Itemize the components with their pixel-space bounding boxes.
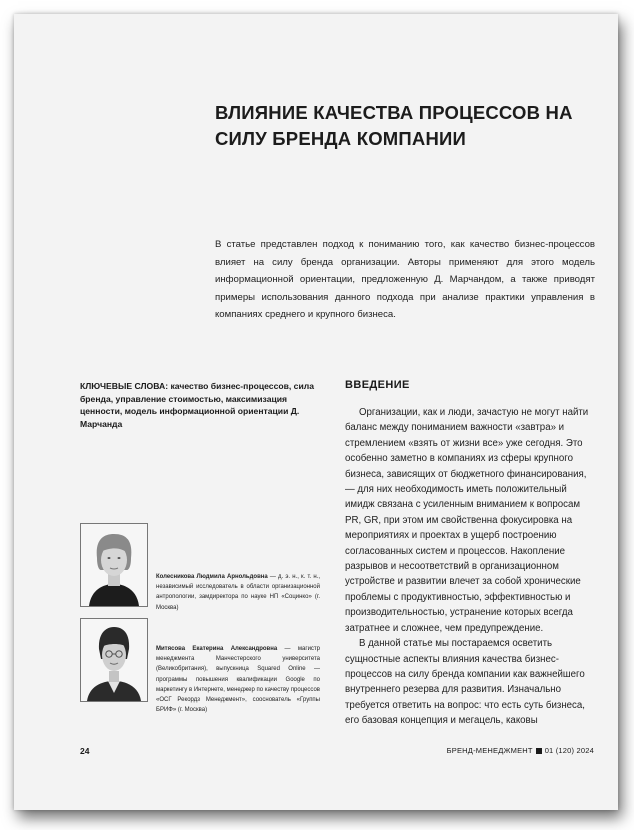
intro-paragraph-2: В данной статье мы постараемся осветить сущностные аспекты влияния качества бизнес-процессов на силу бренда компании как важнейшего внутреннего резерва для развития. Изначально требуется ответить на вопрос: что есть суть бизнеса, его базовая концепция и мегацель, каковы [345, 638, 585, 727]
article-abstract: В статье представлен подход к пониманию того, как качество бизнес-процессов влияет на силу бренда организации. Авторы применяют для этого модель информационной ориентации, предложенную Д. Марчандом, а также приводят примеры использования данного подхода при анализе практики управления в компаниях среднего и крупного бизнеса. [215, 239, 595, 321]
author-portrait-1-icon [81, 524, 147, 606]
page-number: 24 [80, 746, 90, 756]
intro-heading: ВВЕДЕНИЕ [345, 379, 410, 391]
journal-footer [447, 746, 594, 755]
author-photo-1 [80, 523, 148, 607]
author-name-1: Колесникова Людмила Арнольдовна [156, 574, 268, 580]
author-desc-1: — д. э. н., к. т. н., независимый исследователь в области организационной антропологии, замдиректора по науке НП «Социнко» (г. Москва) [156, 574, 320, 611]
author-photo-2 [80, 618, 148, 702]
keywords-text: качество бизнес-процессов, сила бренда, управление стоимостью, максимизация ценности, модель информационной ориентации Д. Марчанда [80, 381, 314, 429]
journal-name: БРЕНД-МЕНЕДЖМЕНТ [446, 746, 533, 755]
journal-page [14, 14, 618, 810]
square-bullet-icon [536, 748, 542, 754]
intro-paragraph-1: Организации, как и люди, зачастую не могут найти баланс между пониманием важности «завтра» и стремлением «взять от жизни все» уже сегодня. Это особенно заметно в компаниях из сферы крупного бизнеса, зависящих от бюджетного финансирования, — для них необходимость иметь положительный имидж связана с усиленным вниманием к вопросам PR, GR, при этом им свойственна фокусировка на мероприятиях и проектах в ущерб построению согласованных систем и процессов. Накопление разрывов и несоответствий в организационном устройстве и развитии влечет за собой хронические проблемы с продуктивностью, эффективностью и производительностью, устранение которых всегда затратнее и сложнее, чем предупреждение. [345, 407, 589, 634]
author-desc-2: — магистр менеджмента Манчестерского университета (Великобритания), выпускница Squared Online — программы повышения квалификации Google по маркетингу в Интернете, менеджер по качеству процессов «ОСГ Рекордз Менеджмент», сооснователь «Группы БРИФ» (г. Москва) [156, 646, 320, 714]
journal-issue: 01 (120) 2024 [544, 746, 594, 755]
keywords-block [80, 380, 330, 430]
intro-body [345, 405, 595, 729]
author-portrait-2-icon [81, 619, 147, 701]
author-bio-1 [156, 572, 320, 613]
article-title: ВЛИЯНИЕ КАЧЕСТВА ПРОЦЕССОВ НА СИЛУ БРЕНДА КОМПАНИИ [215, 102, 573, 149]
keywords-label: КЛЮЧЕВЫЕ СЛОВА: [80, 381, 169, 391]
author-name-2: Митясова Екатерина Александровна [156, 646, 278, 652]
author-bio-2 [156, 644, 320, 715]
